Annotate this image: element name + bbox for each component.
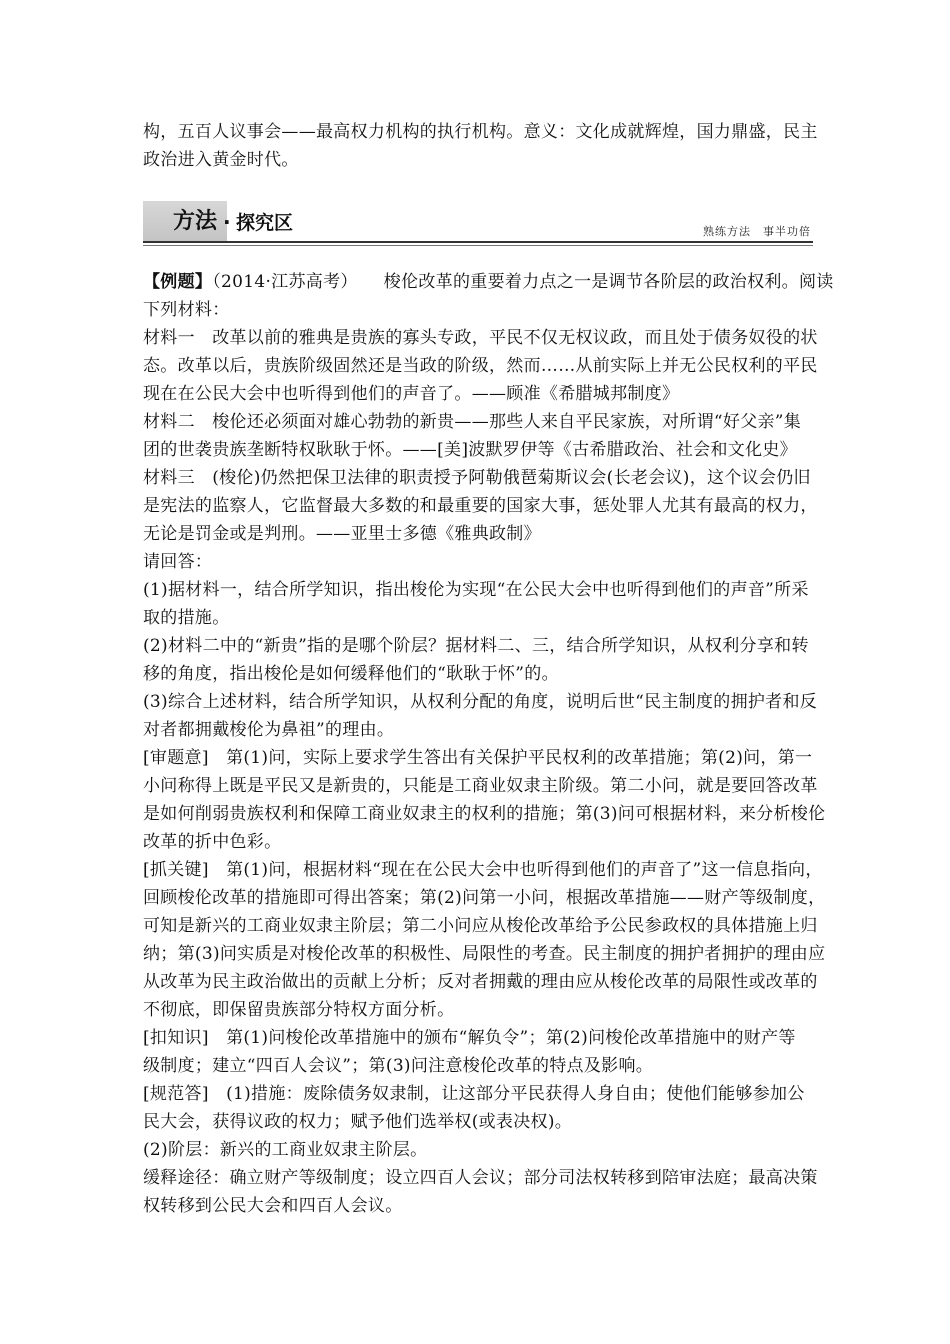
section-slogan: 熟练方法 事半功倍 (703, 225, 811, 238)
section-title-main: 方法 (173, 209, 218, 234)
text-line: 取的措施。 (143, 608, 230, 628)
text-line: 材料三 (梭伦)仍然把保卫法律的职责授予阿勒俄琶菊斯议会(长老会议)，这个议会仍旧 (143, 468, 811, 488)
section-divider (143, 241, 813, 243)
text-line: [扣知识] 第(1)问梭伦改革措施中的颁布“解负令”；第(2)问梭伦改革措施中的财产等 (143, 1028, 796, 1048)
text-line: (2)材料二中的“新贵”指的是哪个阶层？据材料二、三，结合所学知识，从权利分享和转 (143, 636, 809, 656)
section-title-dot: · (223, 210, 231, 234)
section-divider-thin (143, 245, 813, 246)
text-line: 对者都拥戴梭伦为鼻祖”的理由。 (143, 720, 395, 740)
text-line: 民大会，获得议政的权力；赋予他们选举权(或表决权)。 (143, 1112, 573, 1132)
example-heading-line (143, 268, 834, 296)
text-line: 请回答： (143, 552, 213, 572)
text-line: 下列材料： (143, 300, 230, 320)
text-line: 从改革为民主政治做出的贡献上分析；反对者拥戴的理由应从梭伦改革的局限性或改革的 (143, 972, 818, 992)
text-line: 缓释途径：确立财产等级制度；设立四百人会议；部分司法权转移到陪审法庭；最高决策 (143, 1168, 818, 1188)
text-line: 小问称得上既是平民又是新贵的，只能是工商业奴隶主阶级。第二小问，就是要回答改革 (143, 776, 818, 796)
text-line: 无论是罚金或是判刑。——亚里士多德《雅典政制》 (143, 524, 541, 544)
text-line: 是如何削弱贵族权利和保障工商业奴隶主的权利的措施；第(3)问可根据材料，来分析梭伦 (143, 804, 826, 824)
intro-line: 构，五百人议事会——最高权力机构的执行机构。意义：文化成就辉煌，国力鼎盛，民主 (143, 122, 818, 142)
example-content (143, 268, 834, 1220)
text-line: 材料一 改革以前的雅典是贵族的寡头专政，平民不仅无权议政，而且处于债务奴役的状 (143, 328, 818, 348)
text-line: 可知是新兴的工商业奴隶主阶层；第二小问应从梭伦改革给予公民参政权的具体措施上归 (143, 916, 818, 936)
section-title-sub: 探究区 (236, 212, 294, 234)
example-source: （2014·江苏高考） 梭伦改革的重要着力点之一是调节各阶层的政治权利。阅读 (212, 272, 834, 292)
text-line: 移的角度，指出梭伦是如何缓释他们的“耿耿于怀”的。 (143, 664, 559, 684)
text-line: 材料二 梭伦还必须面对雄心勃勃的新贵——那些人来自平民家族，对所谓“好父亲”集 (143, 412, 802, 432)
example-tag: 【例题】 (143, 272, 213, 292)
text-line: 纳；第(3)问实质是对梭伦改革的积极性、局限性的考查。民主制度的拥护者拥护的理由应 (143, 944, 826, 964)
text-line: 不彻底，即保留贵族部分特权方面分析。 (143, 1000, 455, 1020)
text-line: 级制度；建立“四百人会议”；第(3)问注意梭伦改革的特点及影响。 (143, 1056, 654, 1076)
text-line: 是宪法的监察人，它监督最大多数的和最重要的国家大事，惩处罪人尤其有最高的权力， (143, 496, 818, 516)
text-line: 权转移到公民大会和四百人会议。 (143, 1196, 403, 1216)
text-line: 回顾梭伦改革的措施即可得出答案；第(2)问第一小问，根据改革措施——财产等级制度， (143, 888, 826, 908)
text-line: 改革的折中色彩。 (143, 832, 282, 852)
text-line: 团的世袭贵族垄断特权耿耿于怀。——[美]波默罗伊等《古希腊政治、社会和文化史》 (143, 440, 797, 460)
intro-line: 政治进入黄金时代。 (143, 150, 299, 170)
text-line: 现在在公民大会中也听得到他们的声音了。——顾准《希腊城邦制度》 (143, 384, 680, 404)
text-line: (2)阶层：新兴的工商业奴隶主阶层。 (143, 1140, 428, 1160)
text-line: (3)综合上述材料，结合所学知识，从权利分配的角度，说明后世“民主制度的拥护者和反 (143, 692, 818, 712)
text-line: 态。改革以后，贵族阶级固然还是当政的阶级，然而……从前实际上并无公民权利的平民 (143, 356, 818, 376)
text-line: [抓关键] 第(1)问，根据材料“现在在公民大会中也听得到他们的声音了”这一信息指向， (143, 860, 823, 880)
text-line: [规范答] (1)措施：废除债务奴隶制，让这部分平民获得人身自由；使他们能够参加公 (143, 1084, 805, 1104)
text-line: [审题意] 第(1)问，实际上要求学生答出有关保护平民权利的改革措施；第(2)问，第一 (143, 748, 813, 768)
intro-paragraph (143, 118, 818, 174)
text-line: (1)据材料一，结合所学知识，指出梭伦为实现“在公民大会中也听得到他们的声音”所采 (143, 580, 809, 600)
section-header (143, 201, 813, 245)
